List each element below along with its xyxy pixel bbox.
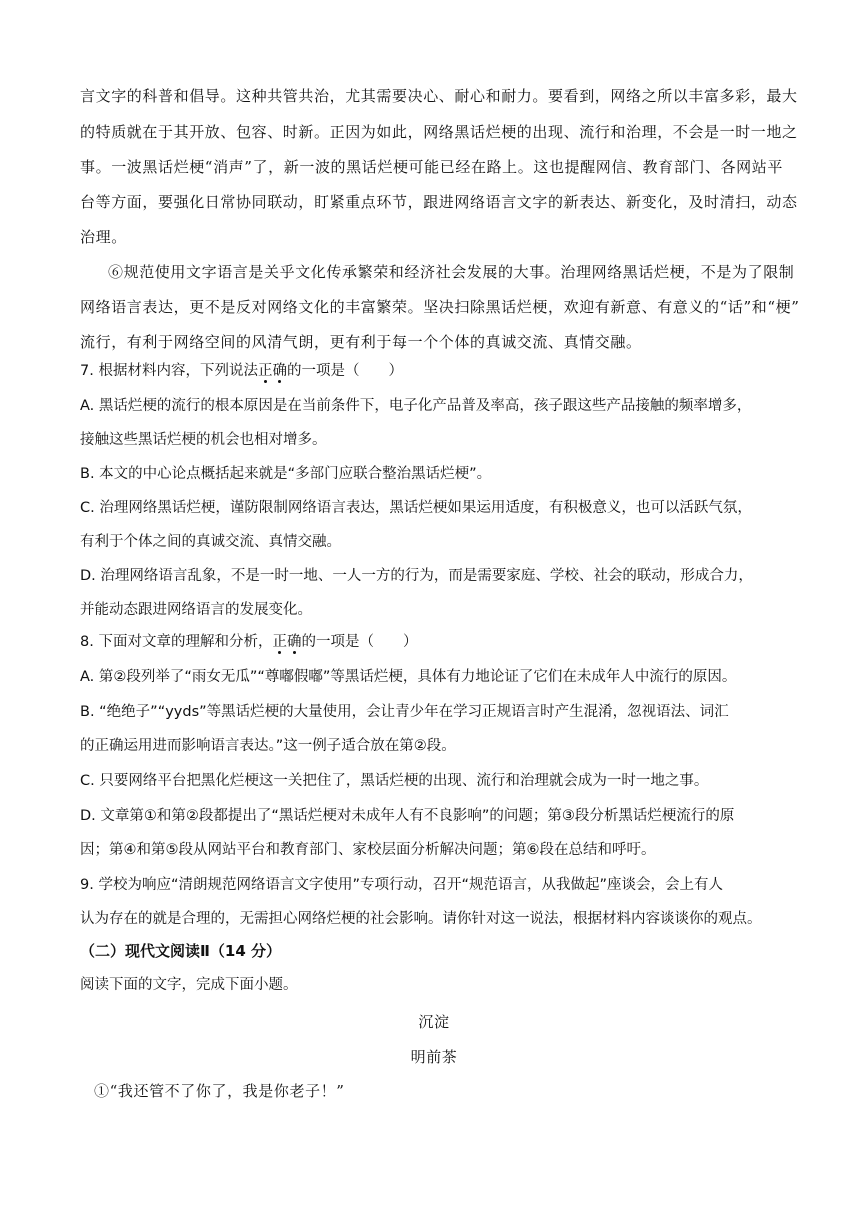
- passage-paragraph-6-line-2: 网络语言表达，更不是反对网络文化的丰富繁荣。坚决扫除黑话烂梗，欢迎有新意、有意义的“话”和“梗”: [80, 298, 800, 316]
- question-8-emphasis-1: 正: [272, 634, 287, 650]
- question-8-stem: [80, 632, 417, 652]
- question-8-option-a: A. 第②段列举了“雨女无瓜”“尊嘟假嘟”等黑话烂梗，具体有力地论证了它们在未成年人中流行的原因。: [80, 669, 737, 685]
- question-8-option-b-line-1: B. “绝绝子”“yyds”等黑话烂梗的大量使用，会让青少年在学习正规语言时产生混淆，忽视语法、词汇: [80, 704, 729, 720]
- section-2-heading: （二）现代文阅读Ⅱ（14 分）: [80, 942, 281, 960]
- question-8-option-d-line-1: D. 文章第①和第②段都提出了“黑话烂梗对未成年人有不良影响”的问题；第③段分析黑话烂梗流行的原: [80, 808, 735, 824]
- section-2-instruction: 阅读下面的文字，完成下面小题。: [80, 977, 298, 993]
- question-8-emphasis-2: 确: [286, 634, 302, 650]
- passage-paragraph-6-line-1: ⑥规范使用文字语言是关乎文化传承繁荣和经济社会发展的大事。治理网络黑话烂梗，不是为了限制: [108, 263, 795, 281]
- passage-line-2: 的特质就在于其开放、包容、时新。正因为如此，网络黑话烂梗的出现、流行和治理，不会是一时一地之: [80, 123, 798, 141]
- question-9-line-1: 9. 学校为响应“清朗规范网络语言文字使用”专项行动，召开“规范语言，从我做起”座谈会，会上有人: [80, 877, 723, 893]
- question-8-stem-before: 8. 下面对文章的理解和分析，: [80, 634, 273, 650]
- question-8-option-b-line-2: 的正确运用进而影响语言表达。”这一例子适合放在第②段。: [80, 738, 456, 754]
- question-7-option-c-line-1: C. 治理网络黑话烂梗，谨防限制网络语言表达，黑话烂梗如果运用适度，有积极意义，也可以活跃气氛，: [80, 500, 752, 516]
- question-9-line-2: 认为存在的就是合理的，无需担心网络烂梗的社会影响。请你针对这一说法，根据材料内容谈谈你的观点。: [80, 911, 762, 927]
- story-author: 明前茶: [410, 1048, 458, 1066]
- passage-line-1: 言文字的科普和倡导。这种共管共治，尤其需要决心、耐心和耐力。要看到，网络之所以丰富多彩，最大: [80, 87, 798, 105]
- question-8-option-c: C. 只要网络平台把黑化烂梗这一关把住了，黑话烂梗的出现、流行和治理就会成为一时一地之事。: [80, 773, 709, 789]
- passage-line-3: 事。一波黑话烂梗“消声”了，新一波的黑话烂梗可能已经在路上。这也提醒网信、教育部门、各网站平: [80, 158, 783, 176]
- question-7-emphasis-1: 正: [257, 363, 273, 379]
- question-7-option-d-line-2: 并能动态跟进网络语言的发展变化。: [80, 602, 312, 618]
- question-7-stem-after: 的一项是（ ）: [286, 363, 403, 379]
- story-title: 沉淀: [418, 1013, 450, 1031]
- question-7-emphasis-2: 确: [272, 363, 287, 379]
- question-7-option-c-line-2: 有利于个体之间的真诚交流、真情交融。: [80, 534, 341, 550]
- passage-line-4: 台等方面，要强化日常协同联动，盯紧重点环节，跟进网络语言文字的新表达、新变化，及时清扫，动态: [80, 193, 798, 211]
- question-7-option-a-line-2: 接触这些黑话烂梗的机会也相对增多。: [80, 432, 327, 448]
- passage-line-5: 治理。: [80, 228, 127, 246]
- question-7-stem-before: 7. 根据材料内容，下列说法: [80, 363, 258, 379]
- passage-paragraph-6-line-3: 流行，有利于网络空间的风清气朗，更有利于每一个个体的真诚交流、真情交融。: [80, 333, 642, 351]
- question-8-option-d-line-2: 因；第④和第⑤段从网站平台和教育部门、家校层面分析解决问题；第⑥段在总结和呼吁。: [80, 842, 656, 858]
- question-7-option-d-line-1: D. 治理网络语言乱象，不是一时一地、一人一方的行为，而是需要家庭、学校、社会的联动，形成合力，: [80, 568, 753, 584]
- question-7-option-b: B. 本文的中心论点概括起来就是“多部门应联合整治黑话烂梗”。: [80, 466, 492, 482]
- question-8-stem-after: 的一项是（ ）: [301, 634, 418, 650]
- question-7-stem: [80, 361, 403, 381]
- question-7-option-a-line-1: A. 黑话烂梗的流行的根本原因是在当前条件下，电子化产品普及率高，孩子跟这些产品接触的频率增多，: [80, 398, 752, 414]
- story-first-line: ①“我还管不了你了，我是你老子！”: [94, 1082, 345, 1100]
